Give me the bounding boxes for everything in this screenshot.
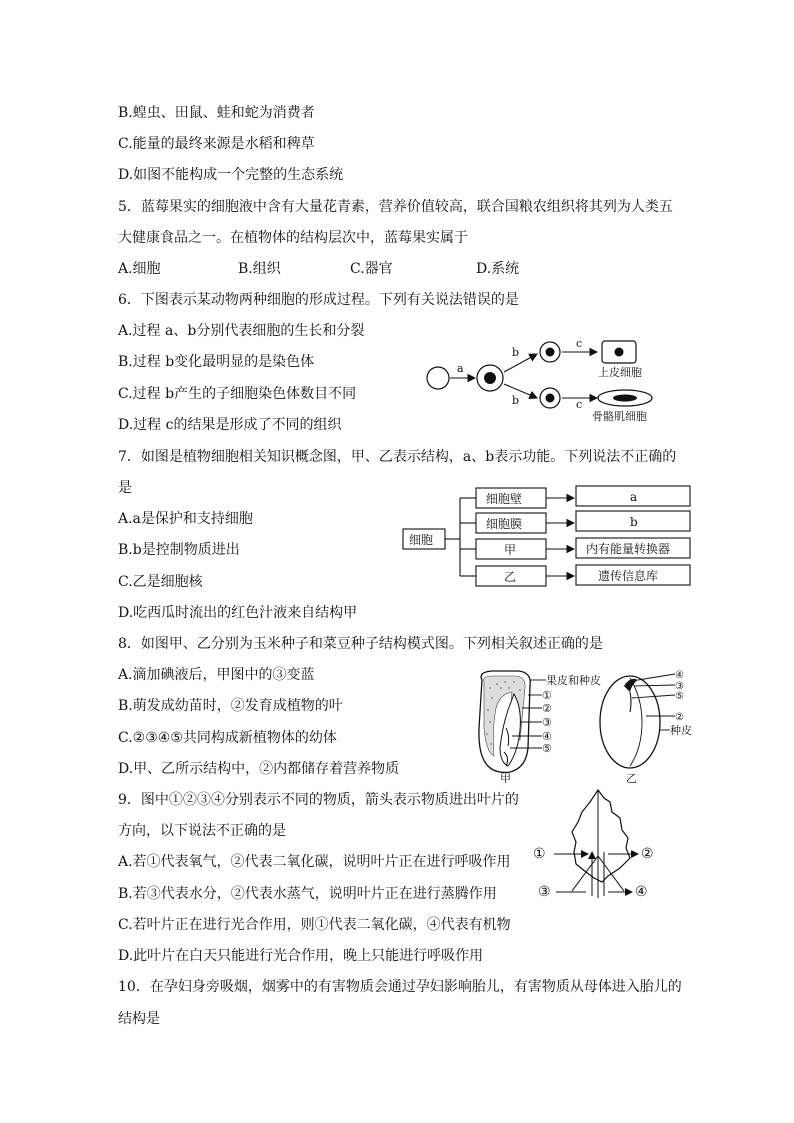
structure-label-4: 乙: [504, 570, 517, 584]
q4-option-c: C.能量的最终来源是水稻和稗草: [118, 136, 315, 152]
q7-option-a: A.a是保护和支持细胞: [118, 511, 253, 527]
function-label-2: b: [630, 515, 638, 529]
label-b-upper: b: [512, 346, 520, 359]
yi-num-2: ②: [675, 712, 684, 723]
label-seed-coat: 种皮: [670, 724, 692, 737]
skeletal-muscle-cell-nucleus: [613, 395, 637, 402]
arrow-b-lower: [504, 384, 537, 398]
cell-root-label: 细胞: [409, 533, 434, 547]
plant-cell-concept-map: [398, 480, 696, 588]
epithelial-cell-nucleus: [615, 348, 624, 357]
q8-option-b: B.萌发成幼苗时，②发育成植物的叶: [118, 698, 343, 714]
jia-num-5: ⑤: [542, 742, 552, 755]
jia-num-1: ①: [542, 689, 552, 702]
q9-option-b: B.若③代表水分，②代表水蒸气，说明叶片正在进行蒸腾作用: [118, 886, 497, 902]
cell-formation-diagram: [420, 336, 690, 431]
q9-stem-line1: 9．图中①②③④分别表示不同的物质，箭头表示物质进出叶片的: [118, 792, 519, 808]
q5-option-b: B.组织: [238, 261, 281, 277]
original-cell: [427, 367, 449, 389]
leaf-outline: [572, 790, 630, 882]
q10-stem-line1: 10．在孕妇身旁吸烟，烟雾中的有害物质会通过孕妇影响胎儿，有害物质从母体进入胎儿的: [118, 979, 682, 995]
arrow-b-upper: [504, 354, 537, 372]
leaf-num-3: ③: [538, 884, 551, 900]
q5-stem-line1: 5．蓝莓果实的细胞液中含有大量花青素，营养价值较高，联合国粮农组织将其列为人类五: [118, 199, 673, 215]
q6-option-d: D.过程 c的结果是形成了不同的组织: [118, 417, 342, 433]
q4-option-d: D.如图不能构成一个完整的生态系统: [118, 167, 344, 183]
jia-num-2: ②: [542, 702, 552, 715]
q6-option-b: B.过程 b变化最明显的是染色体: [118, 354, 315, 370]
q6-stem: 6．下图表示某动物两种细胞的形成过程。下列有关说法错误的是: [118, 292, 519, 308]
skeletal-muscle-cell-label: 骨骼肌细胞: [592, 410, 647, 423]
q8-option-a: A.滴加碘液后，甲图中的③变蓝: [118, 667, 315, 683]
label-yi: 乙: [626, 772, 637, 785]
q7-option-c: C.乙是细胞核: [118, 574, 203, 590]
q9-stem-line2: 方向，以下说法不正确的是: [118, 823, 286, 839]
structure-label-3: 甲: [504, 543, 517, 557]
q7-option-b: B.b是控制物质进出: [118, 542, 240, 558]
q8-option-c: C.②③④⑤共同构成新植物体的幼体: [118, 730, 337, 746]
q7-option-d: D.吃西瓜时流出的红色汁液来自结构甲: [118, 605, 358, 621]
q6-option-c: C.过程 b产生的子细胞染色体数目不同: [118, 386, 357, 402]
q5-options: [118, 260, 618, 278]
grown-cell-nucleus: [484, 372, 496, 384]
function-label-1: a: [630, 490, 638, 504]
function-label-3: 内有能量转换器: [586, 542, 671, 556]
leaf-num-2: ②: [641, 846, 654, 862]
yi-num-5: ⑤: [675, 691, 684, 702]
leader-yi-4: [638, 674, 675, 680]
q7-stem-line2: 是: [118, 480, 132, 496]
q7-stem-line1: 7．如图是植物细胞相关知识概念图，甲、乙表示结构，a、b表示功能。下列说法不正确的: [118, 449, 677, 465]
structure-label-2: 细胞膜: [486, 517, 523, 531]
daughter-cell-upper-nucleus: [546, 348, 555, 357]
yi-num-4: ④: [675, 670, 684, 681]
q5-option-d: D.系统: [476, 261, 520, 277]
q8-stem: 8．如图甲、乙分别为玉米种子和菜豆种子结构模式图。下列相关叙述正确的是: [118, 636, 603, 652]
q9-option-d: D.此叶片在白天只能进行光合作用，晚上只能进行呼吸作用: [118, 948, 484, 964]
label-b-lower: b: [512, 394, 520, 407]
yi-num-3: ③: [675, 681, 684, 692]
q6-option-a: A.过程 a、b分别代表细胞的生长和分裂: [118, 323, 365, 339]
label-c-lower: c: [576, 398, 583, 411]
function-label-4: 遗传信息库: [598, 569, 659, 583]
leaf-num-4: ④: [635, 884, 648, 900]
label-c-upper: c: [576, 337, 583, 350]
q10-stem-line2: 结构是: [118, 1011, 160, 1027]
q5-option-a: A.细胞: [118, 261, 161, 277]
structure-label-1: 细胞壁: [486, 492, 523, 506]
q4-option-b: B.蝗虫、田鼠、蛙和蛇为消费者: [118, 105, 315, 121]
q5-stem-line2: 大健康食品之一。在植物体的结构层次中，蓝莓果实属于: [118, 230, 468, 246]
q8-option-d: D.甲、乙所示结构中，②内都储存着营养物质: [118, 761, 400, 777]
jia-num-4: ④: [542, 730, 552, 743]
label-pericarp-seedcoat: 果皮和种皮: [546, 674, 601, 687]
q5-option-c: C.器官: [350, 261, 393, 277]
label-jia: 甲: [500, 772, 511, 785]
label-a: a: [457, 362, 464, 375]
seed-structure-diagram: [470, 668, 702, 786]
leaf-num-1: ①: [533, 846, 546, 862]
jia-num-3: ③: [542, 716, 552, 729]
epithelial-cell-label: 上皮细胞: [598, 366, 642, 379]
q9-option-a: A.若①代表氧气，②代表二氧化碳，说明叶片正在进行呼吸作用: [118, 854, 511, 870]
daughter-cell-lower-nucleus: [546, 394, 555, 403]
q9-option-c: C.若叶片正在进行光合作用，则①代表二氧化碳，④代表有机物: [118, 917, 511, 933]
leaf-exchange-diagram: [528, 786, 678, 906]
